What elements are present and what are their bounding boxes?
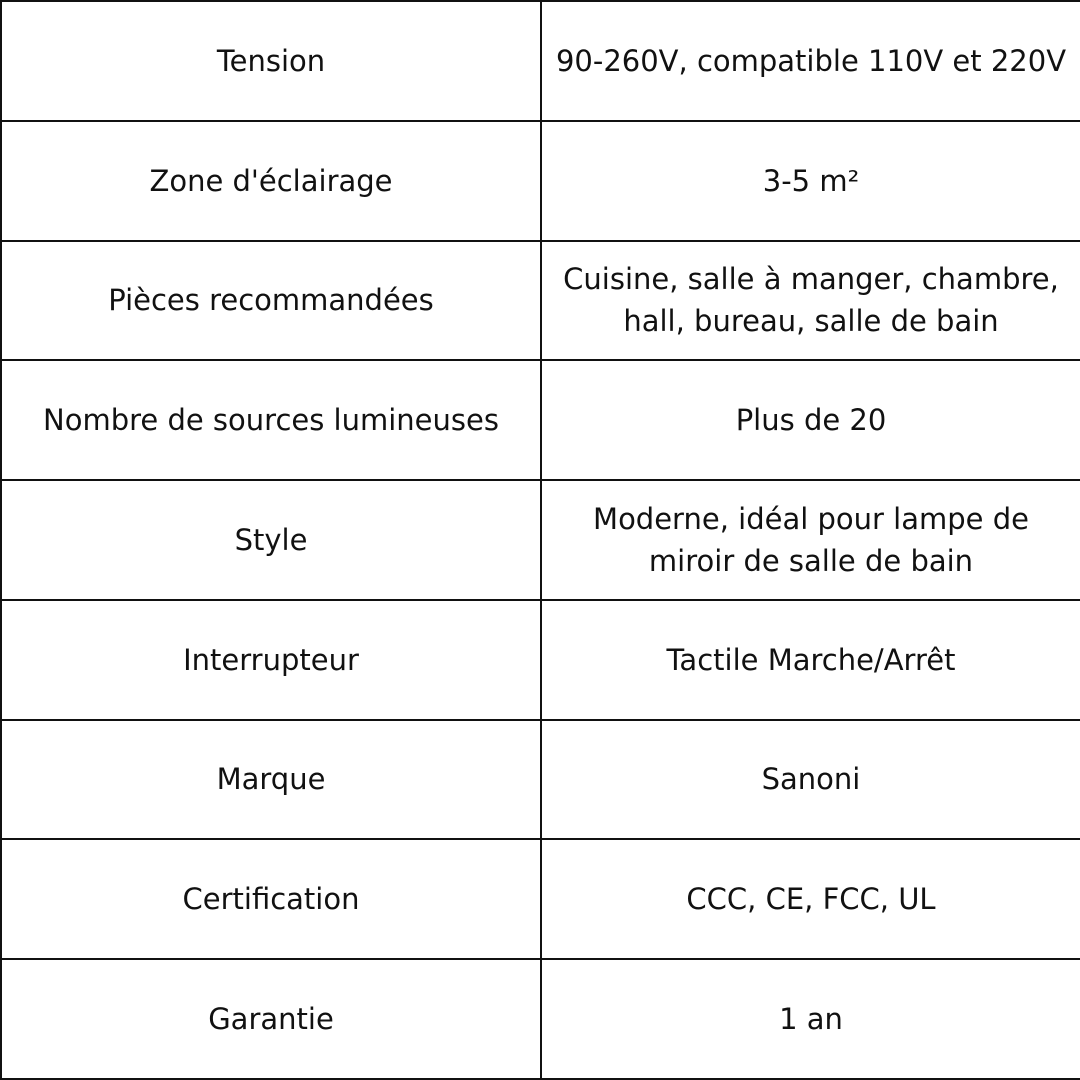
spec-label-lighting-area: Zone d'éclairage — [1, 121, 541, 241]
spec-value-switch: Tactile Marche/Arrêt — [541, 600, 1080, 720]
specification-table-body — [1, 1, 1080, 1079]
spec-label-light-sources: Nombre de sources lumineuses — [1, 360, 541, 480]
spec-value-style: Moderne, idéal pour lampe de miroir de salle de bain — [541, 480, 1080, 600]
table-row — [1, 600, 1080, 720]
table-row — [1, 121, 1080, 241]
spec-value-brand: Sanoni — [541, 720, 1080, 840]
table-row — [1, 959, 1080, 1079]
spec-label-brand: Marque — [1, 720, 541, 840]
spec-label-certification: Certification — [1, 839, 541, 959]
table-row — [1, 720, 1080, 840]
spec-label-switch: Interrupteur — [1, 600, 541, 720]
table-row — [1, 1, 1080, 121]
spec-label-recommended-rooms: Pièces recommandées — [1, 241, 541, 361]
spec-label-warranty: Garantie — [1, 959, 541, 1079]
spec-value-light-sources: Plus de 20 — [541, 360, 1080, 480]
table-row — [1, 839, 1080, 959]
spec-value-recommended-rooms: Cuisine, salle à manger, chambre, hall, bureau, salle de bain — [541, 241, 1080, 361]
spec-label-style: Style — [1, 480, 541, 600]
table-row — [1, 360, 1080, 480]
spec-value-voltage: 90-260V, compatible 110V et 220V — [541, 1, 1080, 121]
table-row — [1, 480, 1080, 600]
spec-value-certification: CCC, CE, FCC, UL — [541, 839, 1080, 959]
spec-label-voltage: Tension — [1, 1, 541, 121]
spec-value-lighting-area: 3-5 m² — [541, 121, 1080, 241]
table-row — [1, 241, 1080, 361]
spec-value-warranty: 1 an — [541, 959, 1080, 1079]
